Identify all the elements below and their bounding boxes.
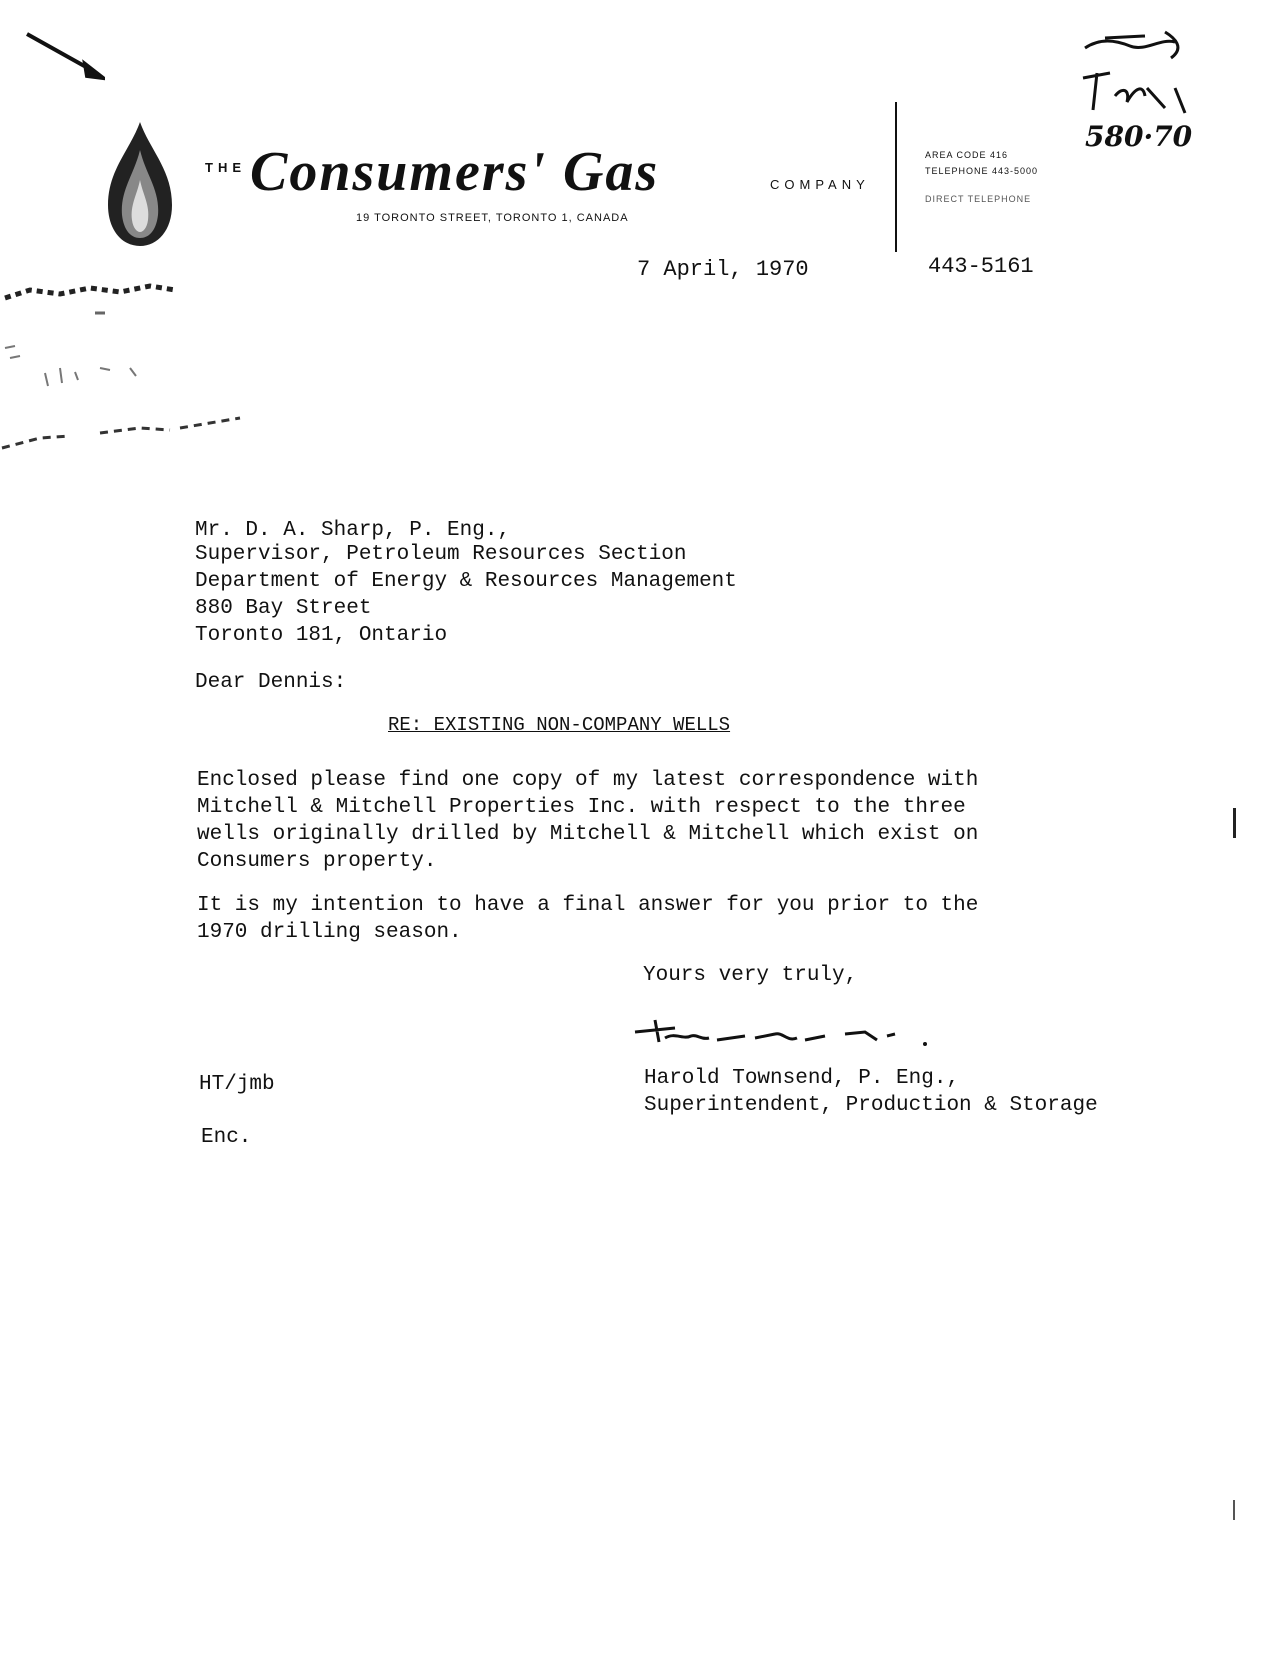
recipient-address	[195, 517, 737, 649]
recipient-line: 880 Bay Street	[195, 597, 372, 620]
salutation: Dear Dennis:	[195, 671, 347, 694]
company-logo-text: Consumers' Gas	[250, 141, 660, 203]
signer-title: Superintendent, Production & Storage	[644, 1094, 1098, 1117]
typist-initials: HT/jmb	[199, 1073, 275, 1096]
paragraph-line: Enclosed please find one copy of my latest correspondence with	[197, 769, 979, 792]
recipient-line: Mr. D. A. Sharp, P. Eng.,	[195, 519, 511, 542]
paragraph-line: wells originally drilled by Mitchell & Mitchell which exist on	[197, 823, 979, 846]
telephone: TELEPHONE 443-5000	[925, 166, 1039, 176]
pen-mark	[25, 30, 105, 85]
recipient-line: Department of Energy & Resources Management	[195, 570, 737, 593]
paragraph-line: It is my intention to have a final answer for you prior to the	[197, 894, 979, 917]
letterhead-company: COMPANY	[770, 177, 870, 192]
direct-telephone-label: DIRECT TELEPHONE	[925, 194, 1032, 204]
flame-logo-icon	[100, 120, 180, 250]
paragraph-2	[197, 892, 978, 946]
letterhead-the: THE	[205, 160, 246, 175]
area-code: AREA CODE 416	[925, 150, 1009, 160]
scan-edge-mark	[1233, 808, 1236, 838]
signer-name: Harold Townsend, P. Eng.,	[644, 1067, 960, 1090]
closing: Yours very truly,	[643, 964, 858, 987]
letterhead-address: 19 TORONTO STREET, TORONTO 1, CANADA	[356, 212, 629, 224]
letter-date: 7 April, 1970	[637, 257, 809, 282]
letterhead-divider	[895, 102, 897, 252]
paragraph-1	[197, 767, 978, 875]
paragraph-line: Consumers property.	[197, 850, 437, 873]
handwritten-file-number: 580·70	[1085, 120, 1193, 153]
recipient-line: Supervisor, Petroleum Resources Section	[195, 543, 687, 566]
paragraph-line: 1970 drilling season.	[197, 921, 462, 944]
handwritten-signature	[625, 1010, 965, 1060]
faded-stamp	[0, 268, 270, 488]
direct-phone-number: 443-5161	[928, 254, 1034, 279]
subject-line: RE: EXISTING NON-COMPANY WELLS	[388, 714, 731, 736]
paragraph-line: Mitchell & Mitchell Properties Inc. with respect to the three	[197, 796, 966, 819]
enclosure-note: Enc.	[201, 1126, 252, 1149]
scan-edge-mark	[1233, 1500, 1235, 1520]
recipient-line: Toronto 181, Ontario	[195, 624, 448, 647]
signer-block	[644, 1065, 1098, 1119]
handwritten-scribble	[1075, 18, 1215, 118]
